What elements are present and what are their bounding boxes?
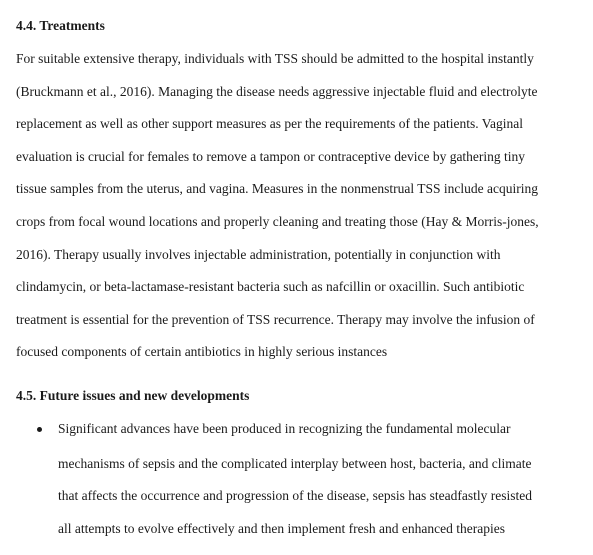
bullet-icon	[37, 427, 42, 432]
section-heading-future-issues: 4.5. Future issues and new developments	[16, 388, 250, 403]
paragraph-line: 2016). Therapy usually involves injectable administration, potentially in conjunction with	[16, 247, 501, 262]
paragraph-line: replacement as well as other support measures as per the requirements of the patients. Vaginal	[16, 116, 523, 131]
bullet-line: that affects the occurrence and progression of the disease, sepsis has steadfastly resisted	[58, 488, 532, 503]
paragraph-line: treatment is essential for the prevention of TSS recurrence. Therapy may involve the infusion of	[16, 312, 535, 327]
bullet-line: all attempts to evolve effectively and then implement fresh and enhanced therapies	[58, 521, 505, 536]
paragraph-line: For suitable extensive therapy, individuals with TSS should be admitted to the hospital instantly	[16, 51, 534, 66]
bullet-line: mechanisms of sepsis and the complicated interplay between host, bacteria, and climate	[58, 456, 532, 471]
paragraph-line: clindamycin, or beta-lactamase-resistant bacteria such as nafcillin or oxacillin. Such antibiotic	[16, 279, 525, 294]
paragraph-line: tissue samples from the uterus, and vagina. Measures in the nonmenstrual TSS include acquiring	[16, 181, 539, 196]
bullet-line: Significant advances have been produced in recognizing the fundamental molecular	[58, 421, 511, 436]
section-heading-treatments: 4.4. Treatments	[16, 18, 105, 33]
paragraph-line: crops from focal wound locations and properly cleaning and treating those (Hay & Morris-jones,	[16, 214, 539, 229]
paragraph-line: (Bruckmann et al., 2016). Managing the disease needs aggressive injectable fluid and electrolyte	[16, 84, 538, 99]
paragraph-line: evaluation is crucial for females to remove a tampon or contraceptive device by gathering tiny	[16, 149, 526, 164]
paragraph-line: focused components of certain antibiotics in highly serious instances	[16, 344, 388, 359]
